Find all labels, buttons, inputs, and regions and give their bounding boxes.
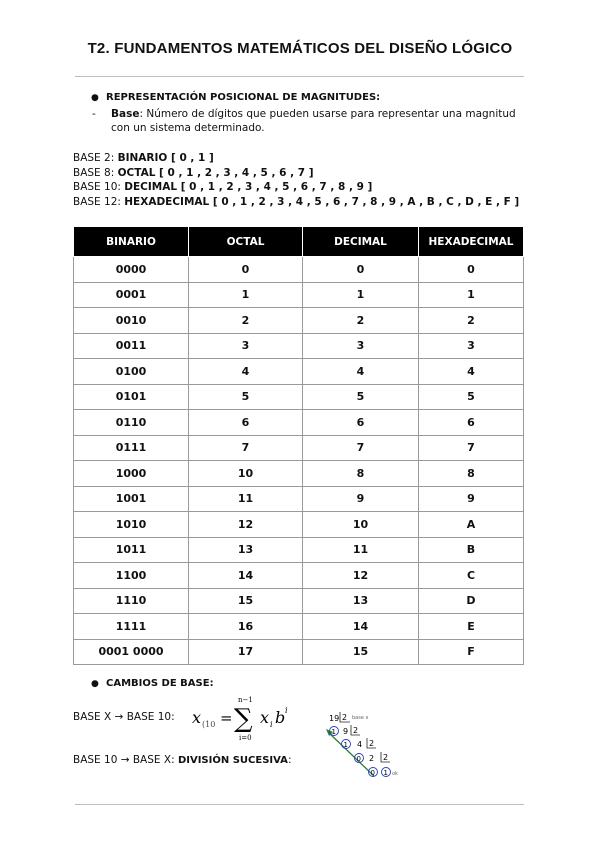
table-cell: 0001 — [74, 282, 189, 308]
divisor: 2 — [353, 726, 359, 735]
quotient: 9 — [343, 727, 349, 736]
column-header: OCTAL — [189, 227, 303, 257]
table-cell: D — [419, 588, 524, 614]
table-cell: 13 — [303, 588, 419, 614]
remainder: 0 — [356, 755, 361, 763]
dividend: 19 — [329, 714, 340, 723]
section-positional — [73, 92, 529, 135]
base-label: BASE 2: — [73, 152, 118, 164]
table-cell: 1111 — [74, 614, 189, 640]
base-value: DECIMAL [ 0 , 1 , 2 , 3 , 4 , 5 , 6 , 7 , 8 , 9 ] — [124, 181, 373, 193]
formula-lower-limit: i=0 — [239, 734, 252, 742]
table-cell: 14 — [189, 563, 303, 589]
handwritten-note: ok — [392, 771, 398, 777]
base-line — [73, 166, 519, 181]
base-value: OCTAL [ 0 , 1 , 2 , 3 , 4 , 5 , 6 , 7 ] — [117, 166, 314, 179]
formula-upper-limit: n−1 — [238, 696, 253, 704]
table-cell: 16 — [189, 614, 303, 640]
section-heading-changes: CAMBIOS DE BASE: — [106, 678, 214, 689]
table-row — [74, 410, 524, 436]
table-cell: 1010 — [74, 512, 189, 538]
table-cell: 3 — [189, 333, 303, 359]
table-row — [74, 333, 524, 359]
table-row — [74, 563, 524, 589]
formula-lhs-sub: (10 — [202, 720, 216, 729]
base-10-to-x-prefix: BASE 10 → BASE X: — [73, 754, 178, 766]
formula-term-sub: i — [270, 720, 273, 729]
formula-equals: = — [220, 709, 233, 727]
table-cell: 5 — [419, 384, 524, 410]
table-cell: 0011 — [74, 333, 189, 359]
table-cell: 2 — [419, 308, 524, 334]
table-cell: 1000 — [74, 461, 189, 487]
table-row — [74, 384, 524, 410]
table-cell: B — [419, 537, 524, 563]
bases-list — [73, 151, 519, 209]
base-10-to-x-suffix: : — [287, 754, 292, 766]
table-cell: 1 — [189, 282, 303, 308]
bullet-icon: ● — [91, 93, 99, 103]
table-cell: 2 — [303, 308, 419, 334]
base-10-to-x-label — [73, 754, 291, 766]
section-heading-positional: REPRESENTACIÓN POSICIONAL DE MAGNITUDES: — [106, 92, 381, 103]
table-cell: 9 — [419, 486, 524, 512]
table-cell: 4 — [189, 359, 303, 385]
table-cell: E — [419, 614, 524, 640]
table-cell: 0000 — [74, 257, 189, 283]
formula-lhs-var: x — [192, 708, 202, 727]
table-cell: 1 — [419, 282, 524, 308]
table-row — [74, 461, 524, 487]
section-base-changes — [73, 678, 533, 689]
table-row — [74, 257, 524, 283]
table-row — [74, 588, 524, 614]
table-row — [74, 308, 524, 334]
table-cell: 10 — [303, 512, 419, 538]
table-cell: 2 — [189, 308, 303, 334]
handwritten-note: base x — [352, 715, 369, 721]
conversion-table — [73, 226, 524, 665]
base-conversion-formula — [190, 695, 300, 747]
base-value: BINARIO [ 0 , 1 ] — [117, 152, 214, 164]
table-cell: 1011 — [74, 537, 189, 563]
quotient: 2 — [369, 754, 375, 763]
table-cell: 15 — [189, 588, 303, 614]
successive-division-sketch — [322, 708, 412, 784]
formula-term-var: x — [260, 708, 270, 727]
table-cell: C — [419, 563, 524, 589]
table-cell: 3 — [419, 333, 524, 359]
base-label: BASE 12: — [73, 195, 125, 208]
formula-base-var: b — [275, 708, 286, 727]
table-cell: 6 — [419, 410, 524, 436]
table-cell: 17 — [189, 639, 303, 665]
table-row — [74, 486, 524, 512]
remainder: 0 — [370, 769, 375, 777]
table-cell: 4 — [303, 359, 419, 385]
table-cell: 14 — [303, 614, 419, 640]
table-cell: 7 — [189, 435, 303, 461]
table-cell: 0110 — [74, 410, 189, 436]
table-cell: 7 — [303, 435, 419, 461]
base-x-to-10-label: BASE X → BASE 10: — [73, 711, 175, 723]
table-cell: 13 — [189, 537, 303, 563]
remainder: 1 — [331, 728, 336, 736]
table-cell: 11 — [303, 537, 419, 563]
column-header: DECIMAL — [303, 227, 419, 257]
method-name: DIVISIÓN SUCESIVA — [177, 755, 288, 766]
table-cell: 8 — [303, 461, 419, 487]
base-label: BASE 10: — [73, 181, 125, 193]
table-cell: 1110 — [74, 588, 189, 614]
table-cell: 7 — [419, 435, 524, 461]
column-header: HEXADECIMAL — [419, 227, 524, 257]
table-cell: A — [419, 512, 524, 538]
definition-body: : Número de dígitos que pueden usarse para representar una magnitud con un sistema determinado. — [111, 108, 516, 134]
table-header-row — [74, 227, 524, 257]
table-row — [74, 512, 524, 538]
table-row — [74, 435, 524, 461]
table-cell: 0100 — [74, 359, 189, 385]
page-title: T2. FUNDAMENTOS MATEMÁTICOS DEL DISEÑO LÓGICO — [87, 40, 513, 57]
header-divider — [75, 76, 524, 77]
table-row — [74, 639, 524, 665]
table-cell: 0 — [303, 257, 419, 283]
table-cell: 1100 — [74, 563, 189, 589]
column-header: BINARIO — [74, 227, 189, 257]
table-row — [74, 614, 524, 640]
table-cell: 0111 — [74, 435, 189, 461]
footer-divider — [75, 804, 524, 805]
definition-term: Base — [111, 108, 140, 120]
base-definition — [73, 107, 529, 135]
last-quotient: 1 — [383, 769, 388, 777]
table-cell: 1001 — [74, 486, 189, 512]
dash-marker: - — [92, 108, 96, 120]
base-line — [73, 195, 519, 210]
remainder: 1 — [343, 741, 348, 749]
base-value: HEXADECIMAL [ 0 , 1 , 2 , 3 , 4 , 5 , 6 , 7 , 8 , 9 , A , B , C , D , E , F ] — [124, 195, 520, 208]
table-row — [74, 359, 524, 385]
quotient: 4 — [357, 740, 363, 749]
table-cell: 5 — [189, 384, 303, 410]
formula-base-exp: i — [285, 706, 288, 715]
base-line — [73, 180, 519, 195]
table-cell: 0101 — [74, 384, 189, 410]
table-cell: 15 — [303, 639, 419, 665]
divisor: 2 — [383, 753, 389, 762]
table-row — [74, 282, 524, 308]
table-cell: 6 — [189, 410, 303, 436]
table-cell: 9 — [303, 486, 419, 512]
table-cell: 4 — [419, 359, 524, 385]
table-cell: 5 — [303, 384, 419, 410]
base-label: BASE 8: — [73, 166, 118, 179]
table-cell: 10 — [189, 461, 303, 487]
bullet-icon: ● — [91, 679, 99, 689]
table-row — [74, 537, 524, 563]
table-cell: 3 — [303, 333, 419, 359]
base-line — [73, 151, 519, 166]
table-cell: 0001 0000 — [74, 639, 189, 665]
table-cell: 0010 — [74, 308, 189, 334]
table-cell: 6 — [303, 410, 419, 436]
table-cell: 1 — [303, 282, 419, 308]
table-cell: 0 — [189, 257, 303, 283]
table-cell: F — [419, 639, 524, 665]
divisor: 2 — [369, 739, 375, 748]
sigma-icon: ∑ — [234, 704, 253, 734]
definition-text — [109, 107, 529, 135]
table-cell: 8 — [419, 461, 524, 487]
table-cell: 0 — [419, 257, 524, 283]
table-cell: 11 — [189, 486, 303, 512]
divisor: 2 — [342, 713, 348, 722]
table-body — [74, 257, 524, 665]
table-cell: 12 — [189, 512, 303, 538]
table-cell: 12 — [303, 563, 419, 589]
